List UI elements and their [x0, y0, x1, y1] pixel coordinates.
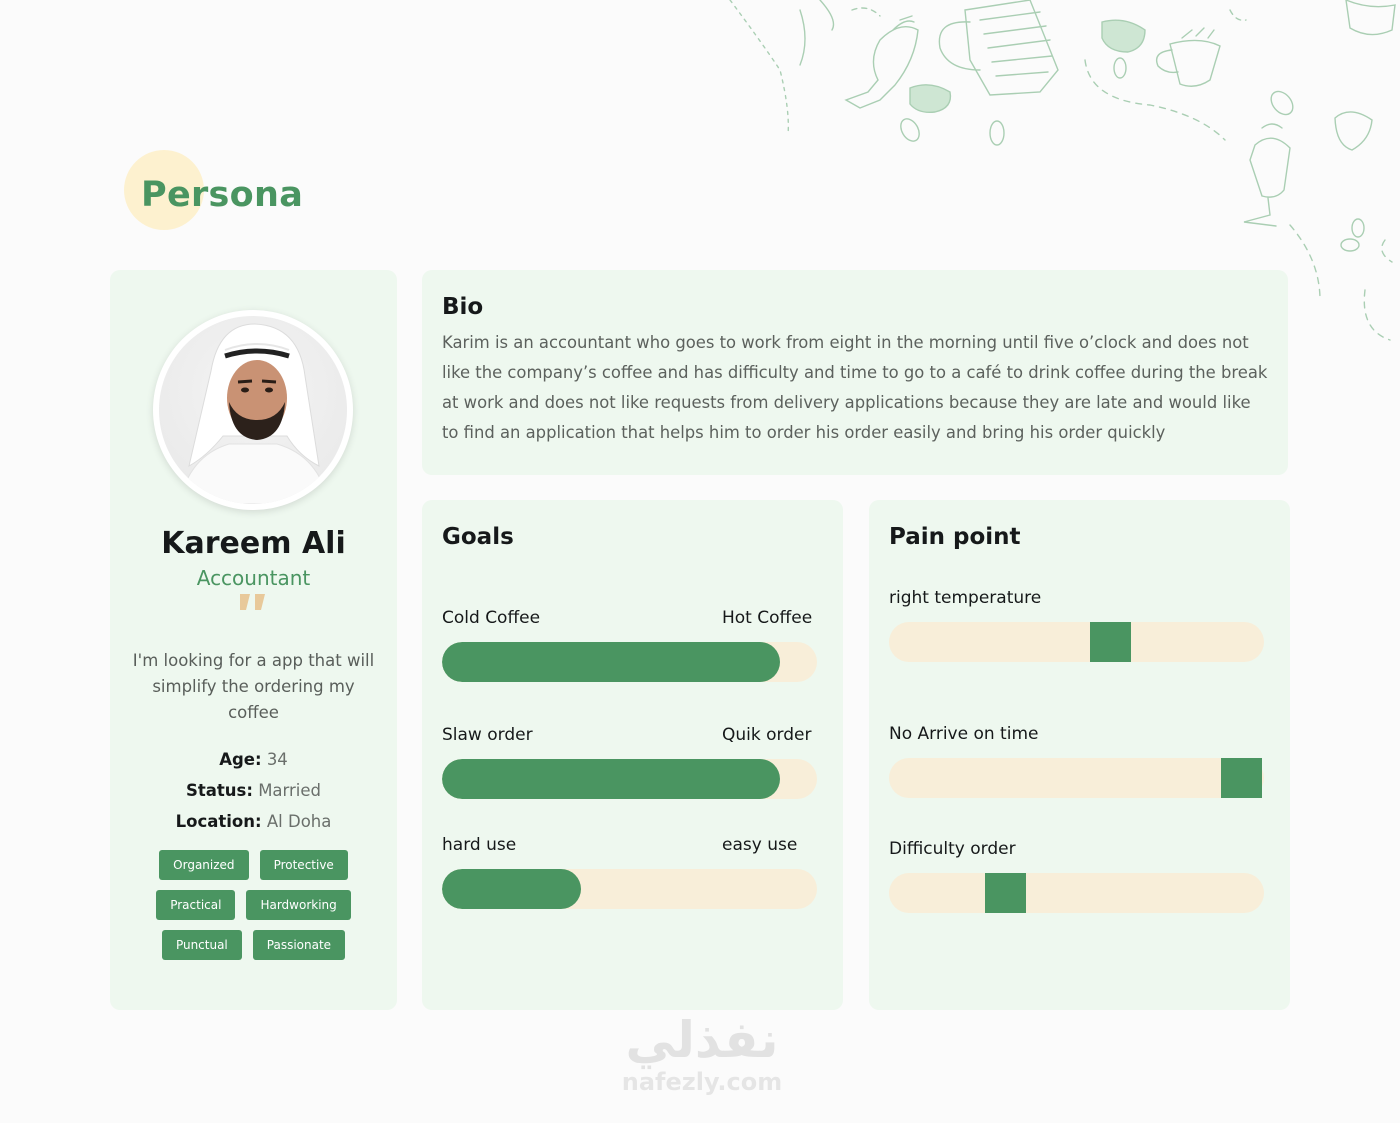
fact-label: Location: [175, 812, 262, 831]
fact-value: Al Doha [266, 812, 332, 831]
goal-left-label: hard use [442, 835, 517, 855]
goal-slider [442, 835, 817, 909]
fact-value: 34 [266, 750, 288, 769]
fact-status [110, 779, 397, 810]
persona-facts [110, 748, 397, 841]
pain-track [889, 622, 1264, 662]
pitcher-icon [965, 0, 1058, 95]
pain-label: Difficulty order [889, 839, 1016, 859]
goals-heading: Goals [442, 524, 514, 550]
fact-age [110, 748, 397, 779]
pain-marker [985, 873, 1026, 913]
pain-track [889, 873, 1264, 913]
person-name: Kareem Ali [161, 526, 346, 561]
goal-left-label: Cold Coffee [442, 608, 541, 628]
pain-label: No Arrive on time [889, 724, 1039, 744]
tag-organized: Organized [159, 850, 248, 880]
page-title-block [124, 150, 324, 230]
pain-points-card [869, 500, 1290, 1010]
fact-label: Age: [219, 750, 262, 769]
goal-fill [442, 869, 581, 909]
watermark-logo [612, 1010, 792, 1105]
pain-slider [889, 839, 1264, 913]
bio-heading: Bio [442, 294, 484, 320]
profile-card [110, 270, 397, 1010]
fact-value: Married [258, 781, 322, 800]
page-title: Persona [141, 175, 304, 215]
quote-icon [238, 592, 268, 612]
pain-marker [1090, 622, 1131, 662]
tag-hardworking: Hardworking [246, 890, 350, 920]
goal-left-label: Slaw order [442, 725, 533, 745]
watermark-arabic: نفذلي [625, 1011, 779, 1069]
watermark-latin: nafezly.com [621, 1068, 783, 1096]
pain-track [889, 758, 1264, 798]
avatar [159, 316, 347, 504]
trait-tags [115, 850, 392, 960]
goal-slider [442, 725, 817, 799]
persona-quote: I'm looking for a app that will simplify the ordering my coffee [132, 651, 375, 722]
goals-card [422, 500, 843, 1010]
pain-slider [889, 588, 1264, 662]
fact-location [110, 810, 397, 841]
goal-track [442, 759, 817, 799]
pain-slider [889, 724, 1264, 798]
goal-slider [442, 608, 817, 682]
person-photo-icon [159, 316, 347, 504]
bio-card [422, 270, 1288, 475]
goal-fill [442, 759, 780, 799]
goal-fill [442, 642, 780, 682]
tag-passionate: Passionate [253, 930, 345, 960]
person-role: Accountant [196, 566, 311, 590]
avatar-frame [153, 310, 353, 510]
tag-protective: Protective [260, 850, 348, 880]
goal-track [442, 642, 817, 682]
goal-track [442, 869, 817, 909]
tag-practical: Practical [156, 890, 235, 920]
pain-marker [1221, 758, 1262, 798]
pain-label: right temperature [889, 588, 1042, 608]
goal-right-label: Quik order [722, 725, 812, 745]
pain-points-heading: Pain point [889, 524, 1021, 550]
goal-right-label: Hot Coffee [722, 608, 813, 628]
goal-right-label: easy use [722, 835, 798, 855]
fact-label: Status: [185, 781, 253, 800]
bio-text: Karim is an accountant who goes to work from eight in the morning until five o’clock and does not like the company’s coffee and has difficulty and time to go to a café to drink coffee during the break at work and does not like requests from delivery applications because they are late and would like to find an application that helps him to order his order easily and bring his order quickly [442, 333, 1268, 442]
tag-punctual: Punctual [162, 930, 242, 960]
